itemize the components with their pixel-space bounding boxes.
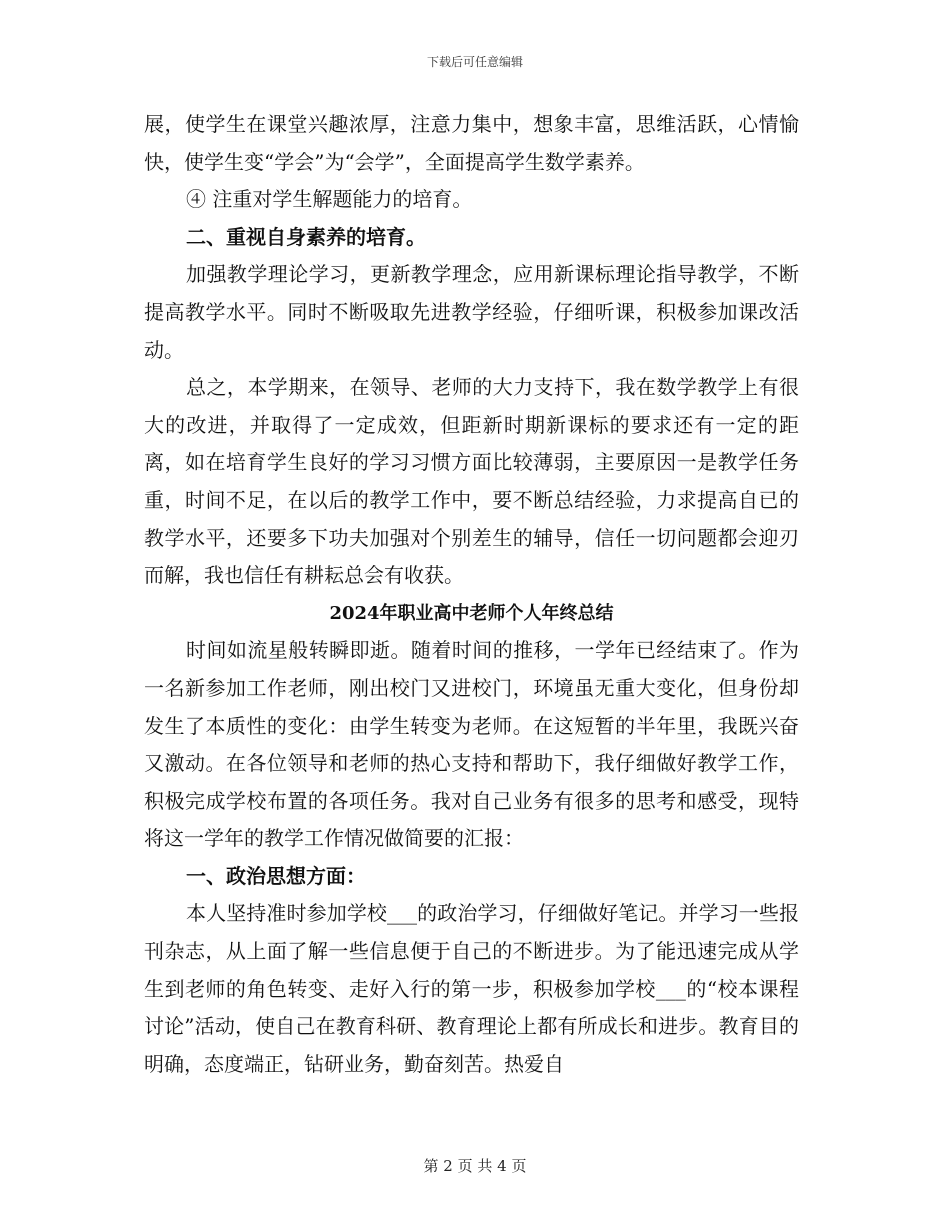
paragraph-intro: 时间如流星般转瞬即逝。随着时间的推移，一学年已经结束了。作为一名新参加工作老师，刚出校门又进校门，环境虽无重大变化，但身份却发生了本质性的变化：由学生转变为老师。在这短暂的半年里，我既兴奋又激动。在各位领导和老师的热心支持和帮助下，我仔细做好教学工作，积极完成学校布置的各项任务。我对自己业务有很多的思考和感受，现特将这一学年的教学工作情况做简要的汇报： xyxy=(144,638,799,851)
paragraph-politics: 本人坚持准时参加学校___的政治学习，仔细做好笔记。并学习一些报刊杂志，从上面了解一些信息便于自己的不断进步。为了能迅速完成从学生到老师的角色转变、走好入行的第一步，积极参加学校___的“校本课程讨论”活动，使自己在教育科研、教育理论上都有所成长和进步。教育目的明确，态度端正，钻研业务，勤奋刻苦。热爱自 xyxy=(144,901,799,1076)
paragraph-theory-study: 加强教学理论学习，更新教学理念，应用新课标理论指导教学，不断提高教学水平。同时不断吸取先进教学经验，仔细听课，积极参加课改活动。 xyxy=(144,262,799,362)
document-body xyxy=(144,106,799,1083)
paragraph-point-4: ④ 注重对学生解题能力的培育。 xyxy=(186,187,473,212)
paragraph-summary: 总之，本学期来，在领导、老师的大力支持下，我在数学教学上有很大的改进，并取得了一定成效，但距新时期新课标的要求还有一定的距离，如在培育学生良好的学习习惯方面比较薄弱，主要原因一是教学任务重，时间不足，在以后的教学工作中，要不断总结经验，力求提高自已的教学水平，还要多下功夫加强对个别差生的辅导，信任一切问题都会迎刃而解，我也信任有耕耘总会有收获。 xyxy=(144,375,799,588)
section-heading-2: 二、重视自身素养的培育。 xyxy=(186,224,426,249)
document-title: 2024年职业高中老师个人年终总结 xyxy=(329,602,614,624)
page-number: 第 2 页 共 4 页 xyxy=(423,1157,527,1175)
section-heading-1: 一、政治思想方面： xyxy=(186,863,366,888)
page-header-note: 下载后可任意编辑 xyxy=(426,55,523,69)
paragraph-continued: 展，使学生在课堂兴趣浓厚，注意力集中，想象丰富，思维活跃，心情愉快，使学生变“学会”为“会学”，全面提高学生数学素养。 xyxy=(144,112,799,174)
